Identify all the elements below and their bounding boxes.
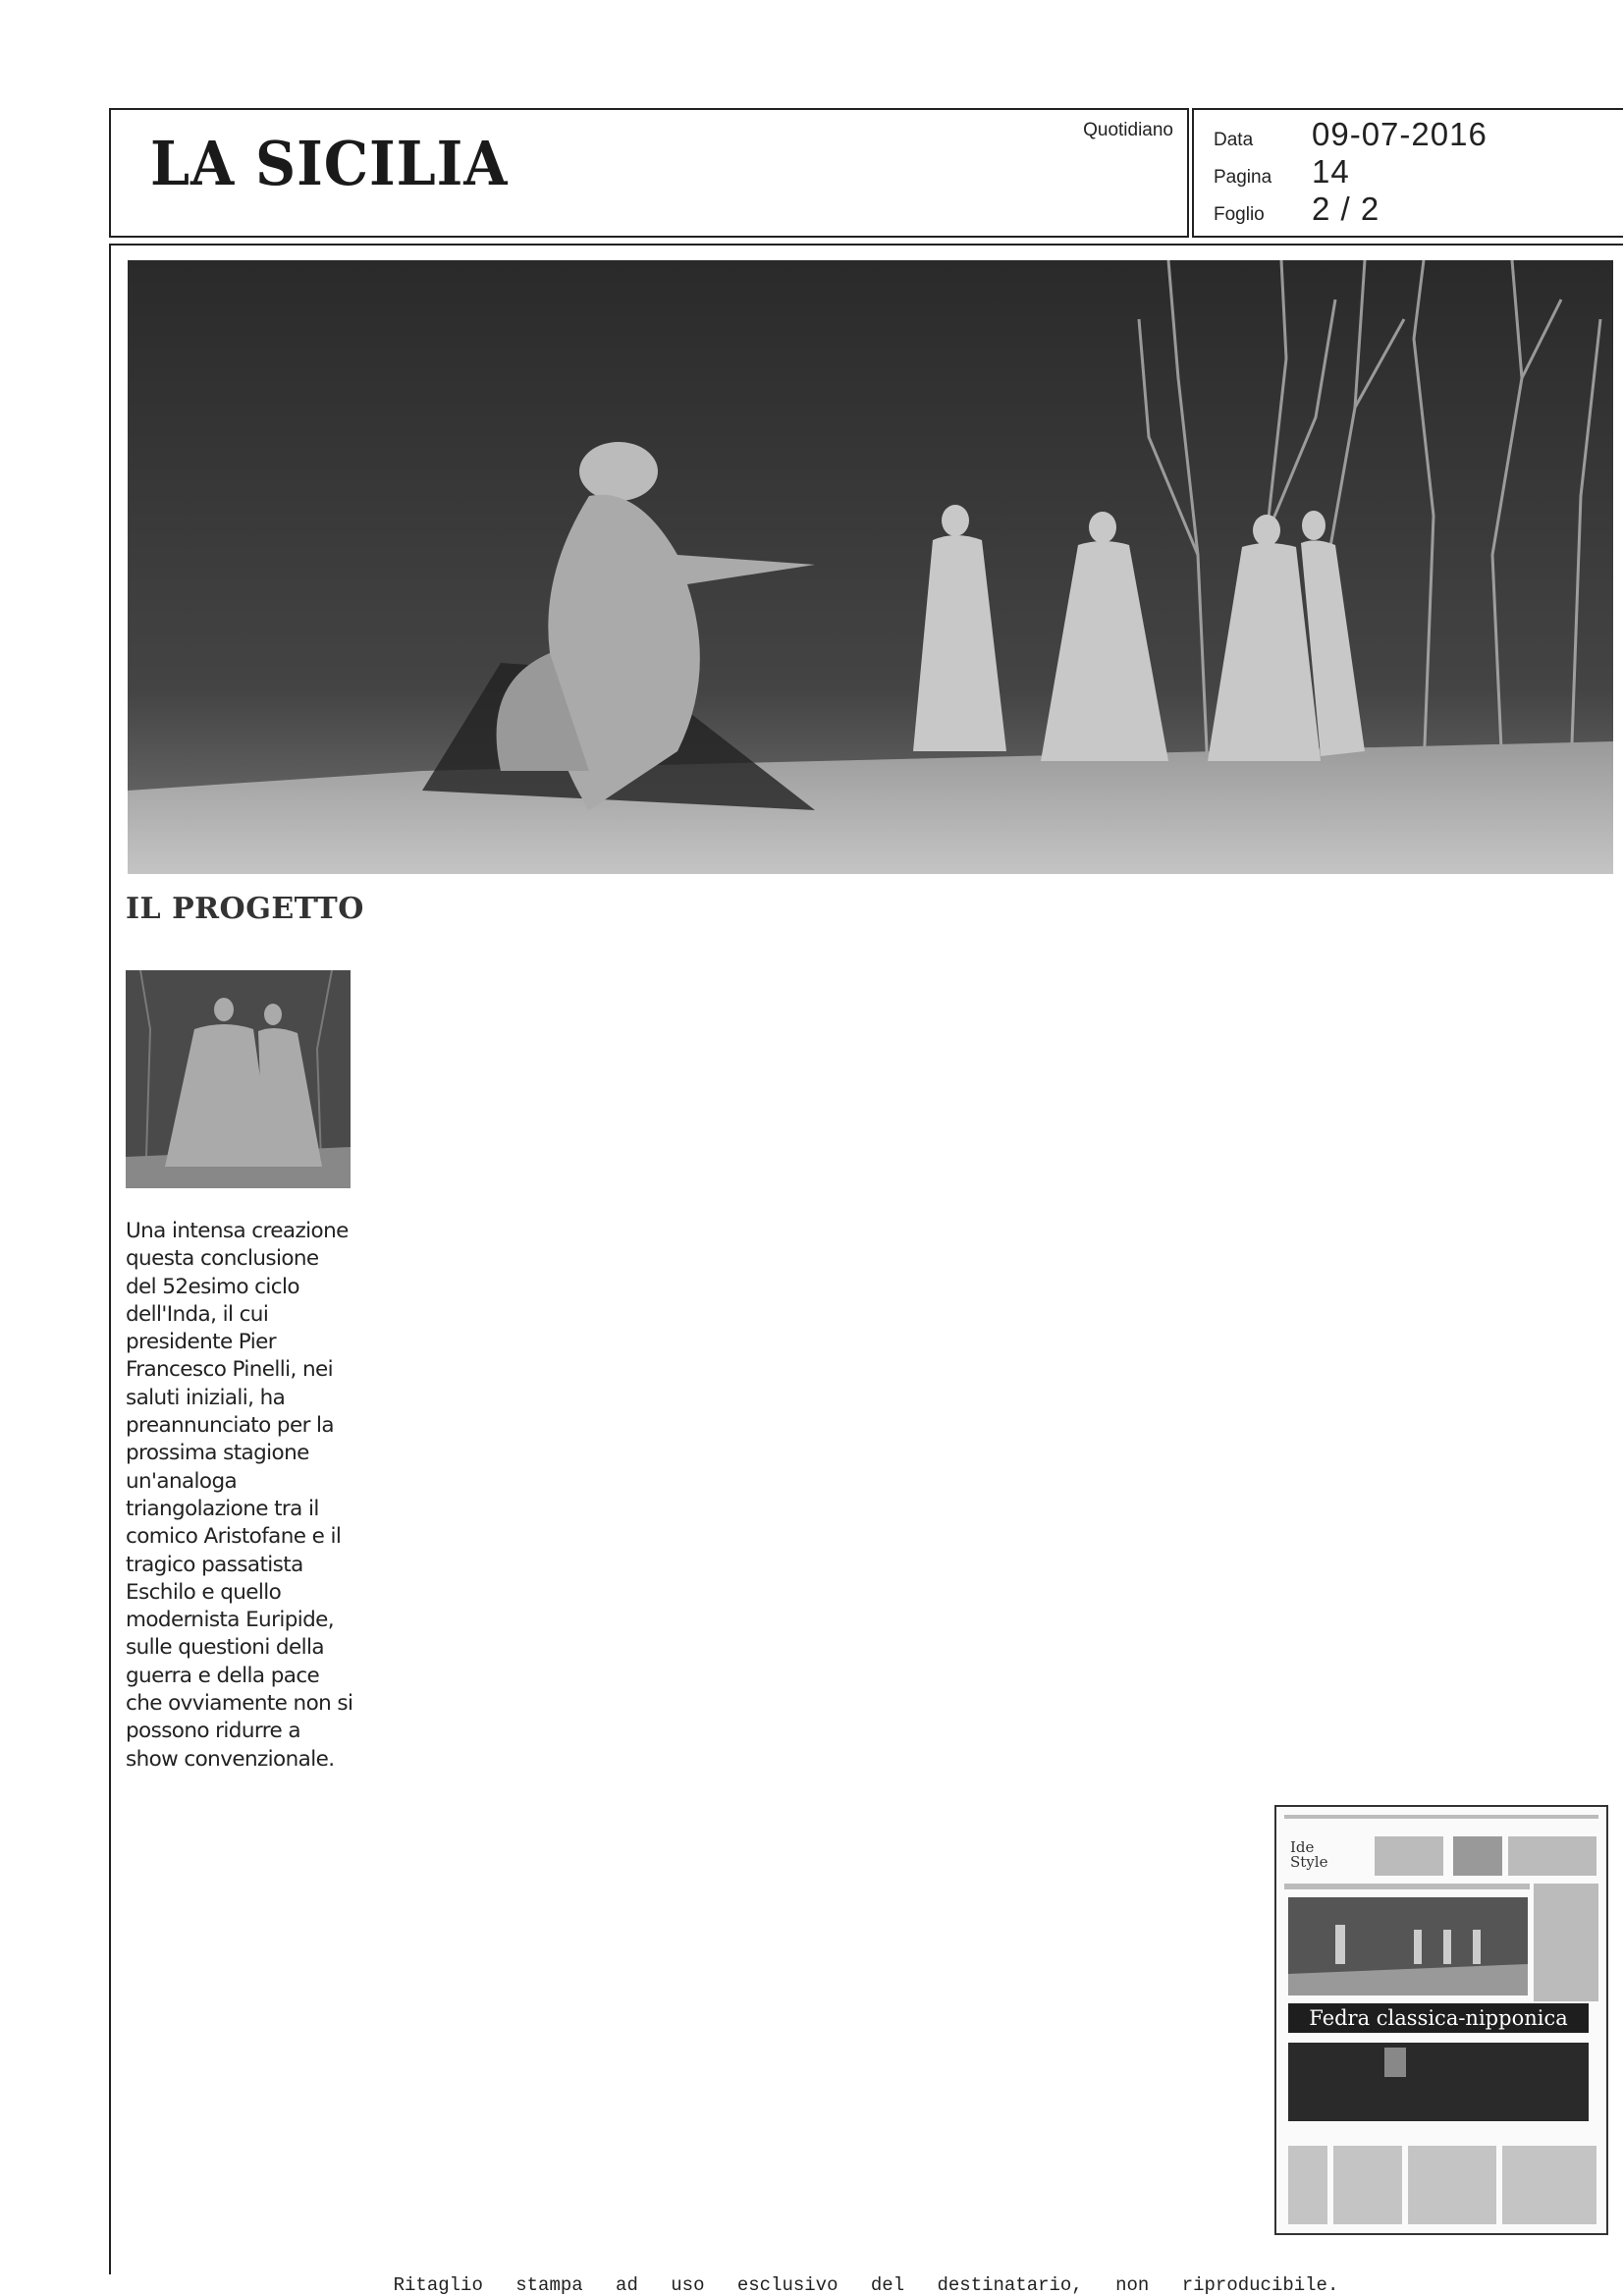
publication-type: Quotidiano — [1083, 120, 1173, 140]
meta-sheet — [1214, 191, 1380, 228]
masthead: LA SICILIA — [150, 128, 509, 199]
body-line: un'analoga — [126, 1468, 238, 1494]
stage-photo — [128, 260, 1613, 874]
body-line: tragico passatista — [126, 1552, 303, 1577]
header-box — [109, 108, 1189, 238]
body-line: prossima stagione — [126, 1441, 309, 1466]
stage-photo-illustration — [128, 260, 1613, 874]
body-line: sulle questioni della — [126, 1635, 324, 1661]
body-line: Una intensa creazione — [126, 1219, 349, 1243]
body-line: modernista Euripide, — [126, 1608, 335, 1633]
mini-page-headline: Fedra classica-nipponica — [1288, 2003, 1589, 2033]
body-line: Eschilo e quello — [126, 1579, 282, 1605]
sheet-label: Foglio — [1214, 204, 1265, 225]
date-value: 09-07-2016 — [1312, 116, 1488, 152]
section-title: IL PROGETTO — [126, 892, 364, 926]
date-label: Data — [1214, 130, 1254, 150]
meta-page — [1214, 153, 1350, 191]
thumbnail-illustration — [126, 970, 351, 1188]
body-line: del 52esimo ciclo — [126, 1274, 299, 1299]
body-line: saluti iniziali, ha — [126, 1385, 286, 1410]
page-label: Pagina — [1214, 167, 1272, 188]
meta-date — [1214, 116, 1488, 153]
body-line: triangolazione tra il — [126, 1496, 319, 1521]
header-meta — [1192, 108, 1623, 238]
body-line: show convenzionale. — [126, 1746, 335, 1772]
thumbnail-photo — [126, 970, 351, 1188]
page-thumbnail — [1274, 1805, 1608, 2235]
page-value: 14 — [1312, 153, 1350, 190]
body-line: preannunciato per la — [126, 1413, 335, 1439]
body-line: che ovviamente non si — [126, 1691, 353, 1717]
body-line: questa conclusione — [126, 1246, 319, 1272]
mini-page-logo: Ide Style — [1290, 1838, 1328, 1871]
article-body — [126, 1218, 361, 1774]
footer-disclaimer: Ritaglio stampa ad uso esclusivo del destinatario, non riproducibile. — [109, 2274, 1623, 2296]
body-line: dell'Inda, il cui — [126, 1301, 269, 1327]
body-line: Francesco Pinelli, nei — [126, 1357, 334, 1383]
body-line: presidente Pier — [126, 1330, 276, 1355]
body-line: possono ridurre a — [126, 1719, 300, 1744]
body-line: comico Aristofane e il — [126, 1524, 342, 1550]
body-line: guerra e della pace — [126, 1663, 320, 1688]
sheet-value: 2 / 2 — [1312, 191, 1380, 227]
